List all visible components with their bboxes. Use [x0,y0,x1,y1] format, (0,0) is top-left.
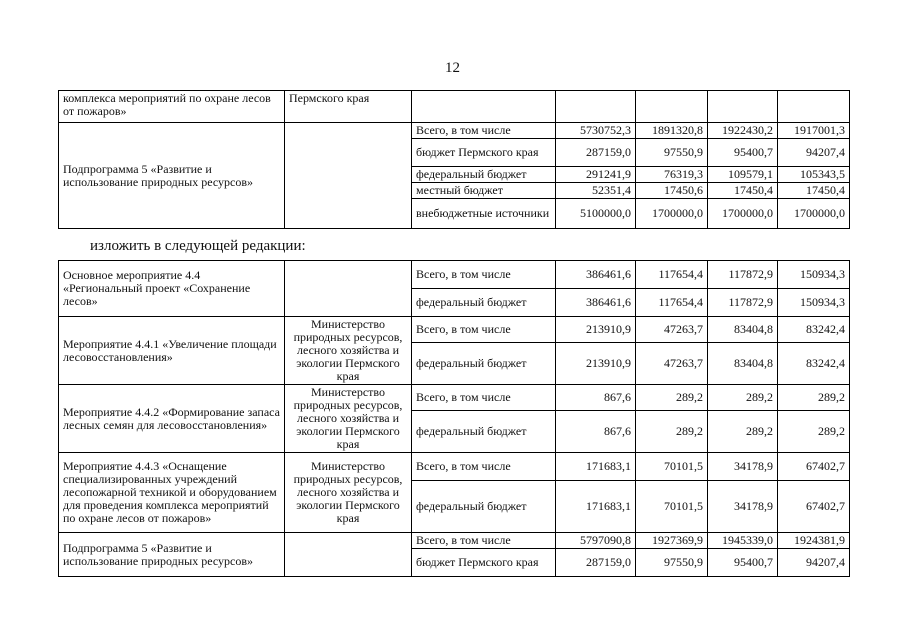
measure-name: Подпрограмма 5 «Развитие и использование природных ресурсов» [59,533,285,577]
row-label: Всего, в том числе [412,385,556,411]
value-cell: 95400,7 [708,139,778,167]
value-cell: 5100000,0 [556,199,636,229]
value-cell: 52351,4 [556,183,636,199]
value-cell: 171683,1 [556,453,636,481]
value-cell: 1700000,0 [778,199,850,229]
value-cell: 150934,3 [778,289,850,317]
value-cell: 83242,4 [778,342,850,385]
row-label: федеральный бюджет [412,481,556,533]
value-cell: 117872,9 [708,261,778,289]
measure-name: Мероприятие 4.4.1 «Увеличение площади лесовосстановления» [59,317,285,385]
row-label: федеральный бюджет [412,167,556,183]
table-row [59,91,850,123]
row-label: Всего, в том числе [412,533,556,549]
value-cell: 83404,8 [708,342,778,385]
value-cell: 70101,5 [636,481,708,533]
row-label: Всего, в том числе [412,123,556,139]
row-label: федеральный бюджет [412,342,556,385]
value-cell: 1891320,8 [636,123,708,139]
row-label: внебюджетные источники [412,199,556,229]
table-row [59,533,850,549]
table-row [59,261,850,289]
value-cell: 289,2 [778,410,850,453]
value-cell: 95400,7 [708,549,778,577]
value-cell: 1917001,3 [778,123,850,139]
responsible [285,261,412,317]
row-label: Всего, в том числе [412,317,556,343]
row-label: бюджет Пермского края [412,549,556,577]
value-cell: 5797090,8 [556,533,636,549]
value-cell: 117872,9 [708,289,778,317]
table-before [58,90,850,229]
value-cell: 17450,6 [636,183,708,199]
value-cell: 47263,7 [636,342,708,385]
value-cell: 94207,4 [778,139,850,167]
cell-resp: Пермского края [285,91,412,123]
row-label: местный бюджет [412,183,556,199]
value-cell: 287159,0 [556,139,636,167]
responsible [285,533,412,577]
value-cell: 289,2 [708,410,778,453]
value-cell: 47263,7 [636,317,708,343]
responsible: Министерство природных ресурсов, лесного хозяйства и экологии Пермского края [285,385,412,453]
value-cell: 867,6 [556,410,636,453]
value-cell: 97550,9 [636,139,708,167]
value-cell: 867,6 [556,385,636,411]
value-cell: 117654,4 [636,261,708,289]
value-cell: 117654,4 [636,289,708,317]
measure-name: Основное мероприятие 4.4 «Региональный проект «Сохранение лесов» [59,261,285,317]
program-name: Подпрограмма 5 «Развитие и использование природных ресурсов» [59,123,285,229]
value-cell: 17450,4 [778,183,850,199]
value-cell: 1927369,9 [636,533,708,549]
page-number: 12 [445,60,460,76]
value-cell: 287159,0 [556,549,636,577]
value-cell: 109579,1 [708,167,778,183]
table-row [59,123,850,139]
value-cell: 213910,9 [556,342,636,385]
measure-name: Мероприятие 4.4.3 «Оснащение специализированных учреждений лесопожарной техникой и оборудованием для проведения комплекса мероприятий по охране лесов от пожаров» [59,453,285,533]
value-cell: 289,2 [708,385,778,411]
value-cell: 1700000,0 [636,199,708,229]
value-cell: 150934,3 [778,261,850,289]
section-heading: изложить в следующей редакции: [90,238,306,254]
value-cell: 1922430,2 [708,123,778,139]
cell-name: комплекса мероприятий по охране лесов от пожаров» [59,91,285,123]
value-cell: 171683,1 [556,481,636,533]
table-after [58,260,850,577]
value-cell: 34178,9 [708,481,778,533]
value-cell: 386461,6 [556,289,636,317]
value-cell: 70101,5 [636,453,708,481]
responsible: Министерство природных ресурсов, лесного хозяйства и экологии Пермского края [285,453,412,533]
value-cell: 94207,4 [778,549,850,577]
table-row [59,385,850,411]
value-cell: 289,2 [636,410,708,453]
value-cell: 17450,4 [708,183,778,199]
value-cell: 76319,3 [636,167,708,183]
table-row [59,453,850,481]
measure-name: Мероприятие 4.4.2 «Формирование запаса лесных семян для лесовосстановления» [59,385,285,453]
value-cell: 34178,9 [708,453,778,481]
row-label: Всего, в том числе [412,453,556,481]
value-cell: 1945339,0 [708,533,778,549]
value-cell: 105343,5 [778,167,850,183]
row-label: федеральный бюджет [412,289,556,317]
value-cell: 67402,7 [778,453,850,481]
value-cell: 83242,4 [778,317,850,343]
value-cell: 67402,7 [778,481,850,533]
row-label: федеральный бюджет [412,410,556,453]
value-cell: 97550,9 [636,549,708,577]
value-cell: 1700000,0 [708,199,778,229]
value-cell: 289,2 [778,385,850,411]
value-cell: 5730752,3 [556,123,636,139]
row-label: Всего, в том числе [412,261,556,289]
value-cell: 289,2 [636,385,708,411]
value-cell: 1924381,9 [778,533,850,549]
responsible: Министерство природных ресурсов, лесного хозяйства и экологии Пермского края [285,317,412,385]
value-cell: 386461,6 [556,261,636,289]
value-cell: 291241,9 [556,167,636,183]
table-row [59,317,850,343]
value-cell: 213910,9 [556,317,636,343]
row-label: бюджет Пермского края [412,139,556,167]
value-cell: 83404,8 [708,317,778,343]
